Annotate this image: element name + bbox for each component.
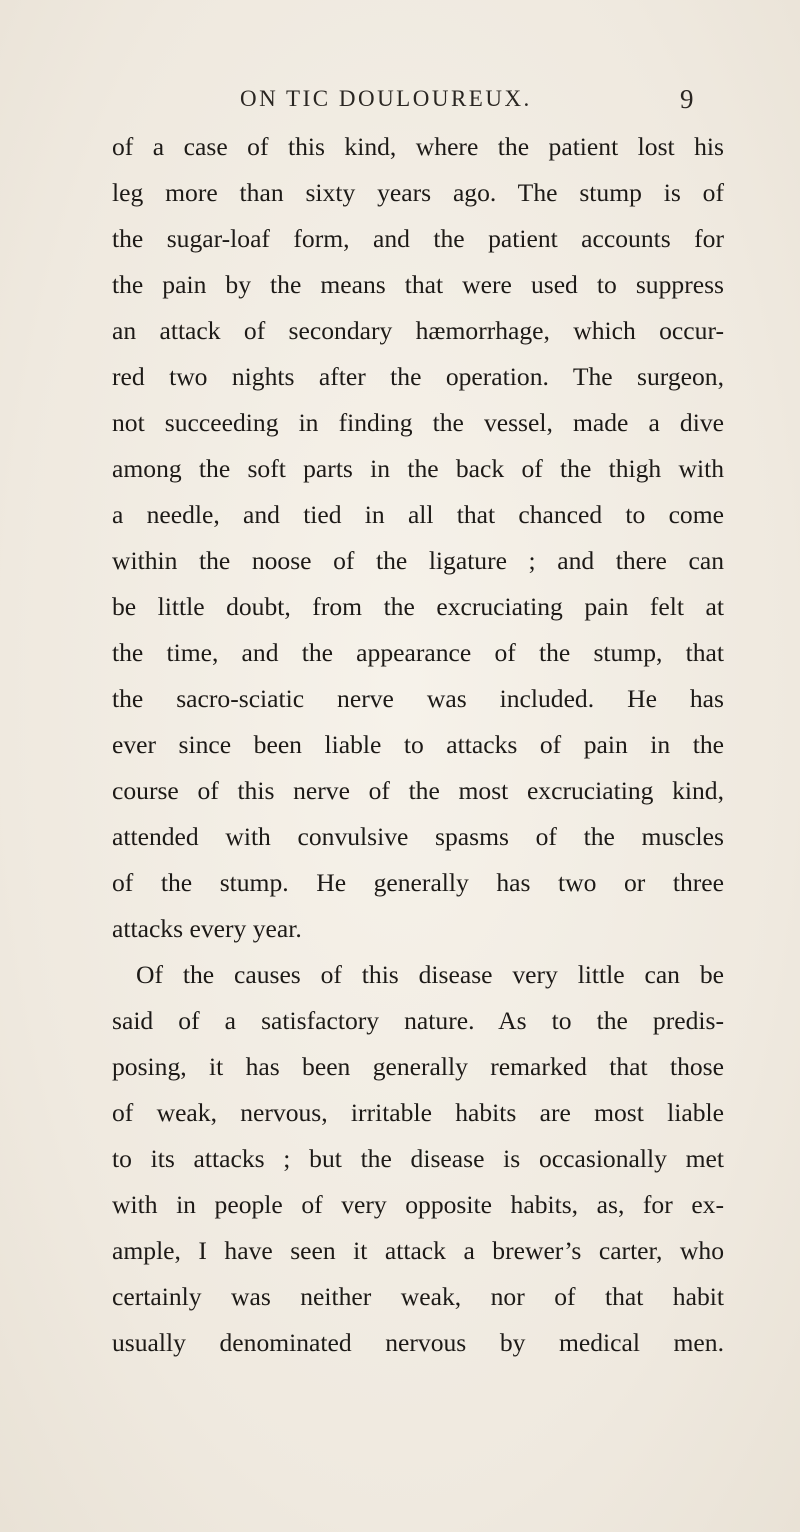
text-line: with in people of very opposite habits, as, for ex- <box>112 1190 724 1219</box>
text-line: posing, it has been generally remarked that those <box>112 1052 724 1081</box>
text-line: certainly was neither weak, nor of that habit <box>112 1282 724 1311</box>
text-line: the sugar-loaf form, and the patient accounts for <box>112 224 724 253</box>
paragraph-2 <box>112 952 724 1366</box>
text-line: among the soft parts in the back of the thigh with <box>112 454 724 483</box>
running-head-title: ON TIC DOULOUREUX. <box>240 86 532 111</box>
text-line: ever since been liable to attacks of pain in the <box>112 730 724 759</box>
text-line: of weak, nervous, irritable habits are most liable <box>112 1098 724 1127</box>
text-line: Of the causes of this disease very little can be <box>136 960 724 989</box>
text-line: a needle, and tied in all that chanced to come <box>112 500 724 529</box>
text-line: course of this nerve of the most excruciating kind, <box>112 776 724 805</box>
text-line: attacks every year. <box>112 914 302 943</box>
text-line: the time, and the appearance of the stump, that <box>112 638 724 667</box>
page-number: 9 <box>680 84 694 114</box>
text-line: to its attacks ; but the disease is occasionally met <box>112 1144 724 1173</box>
text-line: of the stump. He generally has two or three <box>112 868 724 897</box>
text-line: the sacro-sciatic nerve was included. He has <box>112 684 724 713</box>
text-line: within the noose of the ligature ; and there can <box>112 546 724 575</box>
running-head <box>0 86 800 126</box>
text-line: not succeeding in finding the vessel, made a dive <box>112 408 724 437</box>
text-line: attended with convulsive spasms of the muscles <box>112 822 724 851</box>
text-line: be little doubt, from the excruciating pain felt at <box>112 592 724 621</box>
text-line: the pain by the means that were used to suppress <box>112 270 724 299</box>
text-line: leg more than sixty years ago. The stump is of <box>112 178 724 207</box>
text-line: of a case of this kind, where the patient lost his <box>112 132 724 161</box>
body-text <box>112 124 724 1366</box>
text-line: said of a satisfactory nature. As to the predis- <box>112 1006 724 1035</box>
text-line: red two nights after the operation. The surgeon, <box>112 362 724 391</box>
paragraph-1 <box>112 124 724 952</box>
text-line: usually denominated nervous by medical men. <box>112 1328 724 1357</box>
text-line: ample, I have seen it attack a brewer’s carter, who <box>112 1236 724 1265</box>
text-line: an attack of secondary hæmorrhage, which occur- <box>112 316 724 345</box>
